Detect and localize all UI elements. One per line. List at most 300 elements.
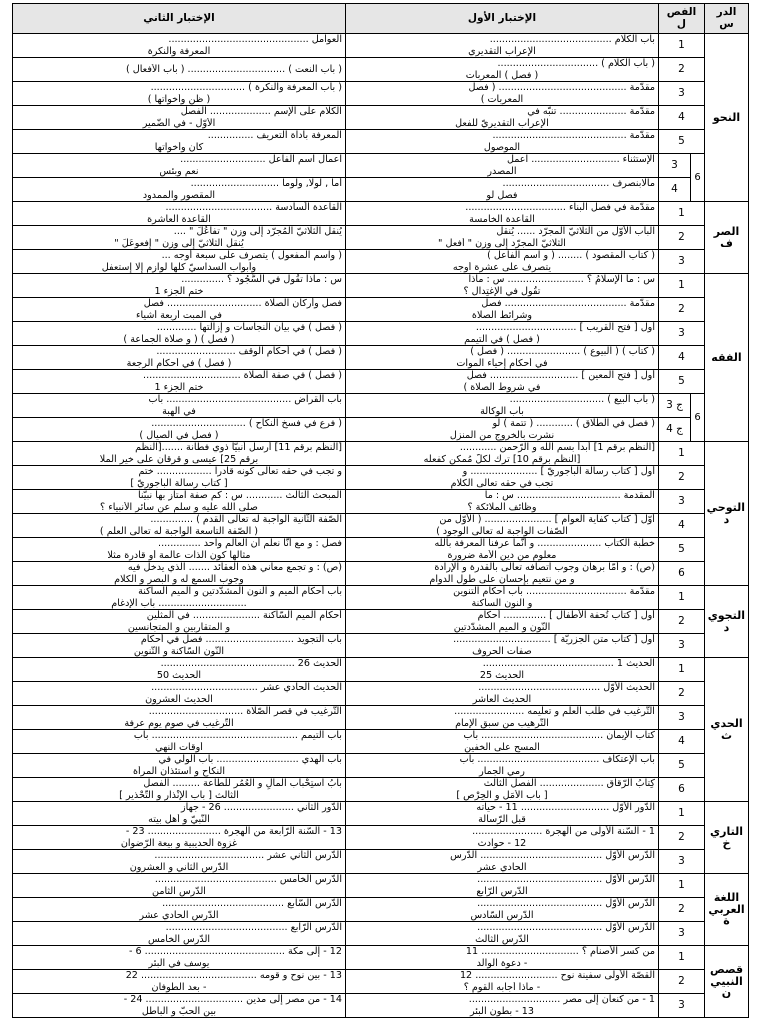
exam1-cell [345, 394, 658, 418]
table-row [12, 826, 748, 850]
range-start: أول [ كتاب متن الجزريّة ] ................................ [453, 634, 655, 645]
range-end: القاعدة الخامسة [469, 213, 535, 225]
range-start: مقدّمة .......................................... ( فصل [468, 82, 655, 93]
chapter-cell: 1 [658, 946, 704, 970]
exam2-cell [12, 850, 345, 874]
range-end: النّون السّاكنة و التّنوين [133, 645, 225, 657]
table-row [12, 178, 748, 202]
range-start: أول [ فتح المعين ] ............................. فصل [466, 370, 655, 381]
range-end: [ كتاب رسالة الباجوريّ ] [130, 477, 228, 489]
range-start: مقدّمة ...................... تنبّه في [527, 106, 655, 117]
range-end: أوقات النهي [155, 741, 203, 753]
range-start: الدّرس الخامس ........................................ [154, 874, 342, 885]
exam2-cell [12, 58, 345, 82]
range-start: الصّفة الثّانية الواجبة له تعالى القدم ) .............. [150, 514, 342, 525]
range-end: النّون و الميم المشدّدتين [453, 621, 551, 633]
exam1-cell [345, 490, 658, 514]
exam2-cell [12, 874, 345, 898]
range-start: الدّور الثاني ....................... 26 - جهاز [181, 802, 342, 813]
table-row [12, 298, 748, 322]
chapter-cell: 3 [658, 634, 704, 658]
exam1-cell [345, 514, 658, 538]
range-start: فصل وأركان الصلاة ............................... فصل [143, 298, 342, 309]
range-start: ( فصل ) في بيان النجاسات و إزالتها ............. [156, 322, 342, 333]
range-start: و تجب في حقه تعالى كونه قادرا .................. ختم [138, 466, 342, 477]
range-end: ............................. باب الإدغام [111, 597, 247, 609]
range-start: أول [ فتح القريب ] ................................. [475, 322, 655, 333]
chapter-cell: 2 [658, 226, 704, 250]
range-end: ختم الجزء 1 [154, 285, 204, 297]
exam1-cell [345, 802, 658, 826]
range-end: الدّرس الخامس [147, 933, 211, 945]
exam2-cell [12, 562, 345, 586]
subject-cell: التجوي د [705, 586, 749, 658]
chapter-cell: 6 [658, 778, 704, 802]
table-row [12, 706, 748, 730]
curriculum-sheet [13, 3, 749, 1018]
range-start: باب الهدي ........................... باب الولي في [158, 754, 342, 765]
chapter-cell: 1 [658, 874, 704, 898]
range-start: فصل : و مع أنّا نعلم أن العالم واحد .............. [158, 538, 342, 549]
exam2-cell [12, 274, 345, 298]
range-end: النكاح و استئذان المرأة [132, 765, 225, 777]
range-start: مقدّمة ................................. باب أحكام التنوين [453, 586, 655, 597]
chapter-cell: 5 [658, 754, 704, 778]
range-start: الدّرس الأوّل ......................................... [477, 922, 655, 933]
subject-header: الدر س [705, 4, 749, 34]
exam2-cell [12, 538, 345, 562]
table-row [12, 754, 748, 778]
chapter-group-cell: 6 [691, 154, 705, 202]
range-start: الدّرس الثاني عشر .................................... [154, 850, 342, 861]
table-row [12, 586, 748, 610]
exam1-cell [345, 154, 658, 178]
table-row [12, 202, 748, 226]
exam2-cell [12, 346, 345, 370]
range-end: في أحكام إحياء الموات [456, 357, 548, 369]
range-start: [النظم برقم 1] أبدأ بسم الله و الرّحمن ............ [459, 442, 655, 453]
exam1-cell [345, 34, 658, 58]
exam1-cell [345, 226, 658, 250]
exam2-cell [12, 682, 345, 706]
range-end: غزوة الحديبية و بيعة الرّضوان [120, 837, 238, 849]
table-row [12, 34, 748, 58]
exam2-cell [12, 370, 345, 394]
table-row [12, 154, 748, 178]
exam2-cell [12, 442, 345, 466]
chapter-cell: 2 [658, 970, 704, 994]
range-start: باب التيمم ................................................ باب [133, 730, 342, 741]
range-end: قبل الرّسالة [478, 813, 526, 825]
range-start: 1 - من كنعان إلى مصر .............................. [468, 994, 655, 1005]
range-end: و من نتعيم بإحسان على طول الدوام [429, 573, 575, 585]
table-row [12, 418, 748, 442]
range-start: س : ماذا تقُول في السُّجُود ؟ .............. [181, 274, 342, 285]
exam1-cell [345, 946, 658, 970]
table-row [12, 514, 748, 538]
exam2-cell [12, 922, 345, 946]
chapter-cell: 1 [658, 442, 704, 466]
range-end: التّرغيب في صوم يوم عرفة [124, 717, 234, 729]
range-end: الأوّل - في الضّمير [142, 117, 216, 129]
range-end: وظائف الملائكة ؟ [467, 501, 537, 513]
range-start: كِتابُ الرّقاق ..................... الفصل الثالث [483, 778, 655, 789]
chapter-cell: 2 [658, 826, 704, 850]
range-start: مقدّمة في فصل البناء ................................. [465, 202, 655, 213]
range-start: التّرغيب في قصر الصّلاة ............................... [148, 706, 342, 717]
range-start: الدّرس الأوّل ........................................ الدّرس [450, 850, 655, 861]
range-start: الحديث 26 ............................................ [160, 658, 342, 669]
table-row [12, 610, 748, 634]
exam2-cell [12, 730, 345, 754]
range-start: القاعدة الُسادسة ................................... [165, 202, 342, 213]
range-start: التّرغيب في طلب العلم و تعليمه ....................... [454, 706, 655, 717]
table-row [12, 874, 748, 898]
exam1-cell [345, 178, 658, 202]
exam1-cell [345, 106, 658, 130]
exam2-cell [12, 82, 345, 106]
exam2-cell [12, 706, 345, 730]
chapter-cell: 5 [658, 370, 704, 394]
range-start: باب الكلام ........................................ [489, 34, 655, 45]
chapter-cell: 4 [658, 346, 704, 370]
exam2-cell [12, 994, 345, 1018]
range-start: أول [ كتاب تُحفة الأطفال ] .............. أحكام [477, 610, 655, 621]
range-start: أول [ كتاب رسالة الباجوريّ ] ...................... و [462, 466, 655, 477]
table-row [12, 490, 748, 514]
table-row [12, 466, 748, 490]
range-end: ( الصّفة التاسعة الواجبة له تعالى العلم ) [99, 525, 259, 537]
table-row [12, 994, 748, 1018]
exam1-cell [345, 658, 658, 682]
range-start: الإستثناء ............................. اعمل [506, 154, 655, 165]
range-end: التّرهيب من سبق الإمام [455, 717, 549, 729]
range-end: الحديث 25 [479, 669, 525, 681]
range-end: الدّرس الثامن [152, 885, 206, 897]
exam1-cell [345, 826, 658, 850]
range-start: الحديث الحادي عشر ................................... [151, 682, 342, 693]
range-end: المصدر [487, 165, 517, 177]
range-end: المعربات ) [480, 93, 524, 105]
range-start: أوّل [ كتاب كفاية العوام ] ...................... ( الأوّل من [439, 514, 655, 525]
exam1-cell [345, 298, 658, 322]
range-end: رمي الجمار [479, 765, 525, 777]
range-start: الدّور الأوّل ............................. 11 - حياته [476, 802, 655, 813]
exam1-cell [345, 250, 658, 274]
exam2-cell [12, 514, 345, 538]
range-end: ( فصل في الصيال ) [139, 429, 219, 441]
chapter-cell: 3 [658, 706, 704, 730]
range-start: 13 - بين نوح و قومه ...................................... 22 [125, 970, 342, 981]
range-end: الحديث العاشر [472, 693, 532, 705]
chapter-cell: 1 [658, 34, 704, 58]
range-start: المقدمة .................................. س : ما [484, 490, 655, 501]
exam1-cell [345, 706, 658, 730]
range-end: الثلاثيّ المجرّد إلى وزن " أفعل " [438, 237, 566, 249]
range-end: [النظم برقم 10] ترك لكلّ مُمكن كفعله [423, 453, 581, 465]
subject-cell: النحو [705, 34, 749, 202]
chapter-cell: 3 [658, 82, 704, 106]
range-start: 13 - السّنة الرّابعة من الهجرة ........................ 23 - [125, 826, 342, 837]
chapter-part-cell: ج 4 [658, 418, 690, 442]
exam2-cell [12, 394, 345, 418]
chapter-cell: 2 [658, 682, 704, 706]
range-end: الإعراب التقديريّ للفعل [455, 117, 549, 129]
table-row [12, 346, 748, 370]
table-body [12, 34, 748, 1018]
range-start: يُنقل الثلاثيّ المُجرّد إلى وزن " تفاعُلَ " .... [173, 226, 342, 237]
range-end: و النون الساكنة [471, 597, 533, 609]
table-row [12, 442, 748, 466]
range-start: باب أحكام الميم و النون المشدّدتين و الميم الساكنة [138, 586, 342, 597]
range-end: الدّرس الرّابع [476, 885, 528, 897]
range-start: ( فصل في الطلاق ) ............ ( تتمة ) لو [492, 418, 655, 429]
range-start: [النظم برقم 11] أرسل أنبيّا ذوي فطانة .......[النظم [135, 442, 342, 453]
exam1-cell [345, 562, 658, 586]
range-start: الحديث 1 ........................................... [482, 658, 655, 669]
range-start: (ص) : و تجمع معاني هذه العقائد ....... الذي يدخل فيه [127, 562, 342, 573]
range-end: بين الحبّ و الباطل [141, 1005, 217, 1017]
exam1-cell [345, 586, 658, 610]
range-end: المقصور والممدود [142, 189, 216, 201]
range-end: - بعد الطّوفان [151, 981, 207, 993]
chapter-group-cell: 6 [691, 394, 705, 442]
table-row [12, 658, 748, 682]
exam2-cell [12, 298, 345, 322]
range-end: كان وأخواتها [154, 141, 204, 153]
range-start: الدّرس الأوّل ......................................... [477, 874, 655, 885]
chapter-cell: 4 [658, 514, 704, 538]
range-end: في شروط الصلاة ) [463, 381, 541, 393]
chapter-cell: 3 [658, 994, 704, 1018]
exam1-cell [345, 682, 658, 706]
range-start: ( كتاب ) ( البيوع ) ........................ ( فصل ) [470, 346, 655, 357]
range-start: باب القراض ......................................... باب [148, 394, 342, 405]
exam2-cell [12, 178, 345, 202]
exam2-cell [12, 610, 345, 634]
range-end: الدّرس السّادس [470, 909, 534, 921]
chapter-cell: 2 [658, 58, 704, 82]
range-start: خطبة الكتاب ..................... و أنّما عرفنا المعرفة بالله [434, 538, 655, 549]
range-start: كتاب الإيمان ........................................ باب [463, 730, 655, 741]
range-end: ( ظن وأخواتها ) [147, 93, 211, 105]
range-start: من كسر الأصنام ؟ ................................ 11 [465, 946, 655, 957]
chapter-cell: 2 [658, 898, 704, 922]
range-start: مالابنصرف ................................... [502, 178, 655, 189]
range-end: الدّرس الثاني و العشرون [129, 861, 229, 873]
range-end: القاعدة العاشرة [147, 213, 211, 225]
range-end: تجب في حقه تعالى الكلام [450, 477, 554, 489]
table-row [12, 634, 748, 658]
exam2-cell [12, 658, 345, 682]
exam2-cell [12, 802, 345, 826]
exam1-header: الإختبار الأول [345, 4, 658, 34]
range-start: الباب الأوّل من الثلاثيّ المجرّد ...... يُنقل [496, 226, 655, 237]
exam2-cell [12, 322, 345, 346]
table-row [12, 394, 748, 418]
exam2-cell [12, 754, 345, 778]
exam1-cell [345, 346, 658, 370]
range-end: فصل لو [486, 189, 518, 201]
range-end: باب الوكالة [480, 405, 524, 417]
exam1-cell [345, 970, 658, 994]
subject-cell: الفقه [705, 274, 749, 442]
range-end: وجوب السمع له و البصر و الكلام [114, 573, 244, 585]
exam1-cell [345, 130, 658, 154]
range-start: باب التجويد ............................. فصل في أحكام [140, 634, 342, 645]
range-start: ( باب المعرفة والنكرة ) ............................... [150, 82, 342, 93]
exam1-cell [345, 898, 658, 922]
range-end: - دعوة الوالد [476, 957, 528, 969]
chapter-cell: 1 [658, 802, 704, 826]
exam1-cell [345, 202, 658, 226]
range-end: ( فصل ) في أحكام الرجعة [126, 357, 232, 369]
range-end: [ باب الأمَل و الحِرْص ] [456, 789, 548, 801]
range-end: النّبيّ و أهل بيته [148, 813, 210, 825]
range-end: الحادي عشر [477, 861, 527, 873]
exam1-cell [345, 874, 658, 898]
range-start: ( باب الكلام ) ................................. [497, 58, 655, 69]
range-start: ( كتاب المقصود ) ........ ( و اسم الفاعل ) [487, 250, 655, 261]
curriculum-table [12, 3, 749, 1018]
range-end: ( فصل ) ( و صلاة الجماعة ) [123, 333, 235, 345]
range-end: معلوم من دين الأمة ضرورة [447, 549, 557, 561]
range-end: ( فصل ) المعربات [465, 69, 539, 81]
exam2-cell [12, 250, 345, 274]
exam2-cell [12, 490, 345, 514]
exam2-header: الإختبار الثاني [12, 4, 345, 34]
subject-cell: التاري خ [705, 802, 749, 874]
range-start: ( فصل ) في أحكام الوقف .......................... [156, 346, 342, 357]
table-row [12, 898, 748, 922]
table-row [12, 82, 748, 106]
chapter-cell: 2 [658, 610, 704, 634]
chapter-cell: 3 [658, 922, 704, 946]
exam2-cell [12, 202, 345, 226]
range-start: الكلام على الإسم .................... الفصل [180, 106, 342, 117]
exam2-cell [12, 34, 345, 58]
chapter-part-cell: ج 3 [658, 394, 690, 418]
range-end: نشرت بالخروج من المنزل [449, 429, 555, 441]
table-row [12, 538, 748, 562]
range-start: اعمال اسم الفاعل ............................ [180, 154, 342, 165]
table-row [12, 922, 748, 946]
range-end: وشرائط الصلاة [471, 309, 533, 321]
chapter-cell: 3 [658, 322, 704, 346]
range-start: مقدّمة ........................................ فصل [481, 298, 655, 309]
chapter-cell: 3 [658, 850, 704, 874]
exam2-cell [12, 466, 345, 490]
chapter-cell: 4 [658, 106, 704, 130]
table-row [12, 274, 748, 298]
range-start: ( فصل ) في صفة الصلاة ................................ [143, 370, 342, 381]
chapter-cell: 1 [658, 586, 704, 610]
range-end: المعرفة والنكرة [147, 45, 211, 57]
range-end: تقُول في الإغتِدال ؟ [463, 285, 541, 297]
chapter-cell: 6 [658, 562, 704, 586]
range-start: المعرفة بأداة التعريف ............... [207, 130, 342, 141]
exam2-cell [12, 106, 345, 130]
exam1-cell [345, 466, 658, 490]
exam1-cell [345, 610, 658, 634]
header-row [12, 4, 748, 34]
range-start: أحكام الميم السّاكنة ...................... في المثلين [146, 610, 342, 621]
range-start: 1 - السّنة الأولى من الهجرة ....................... [472, 826, 655, 837]
exam2-cell [12, 778, 345, 802]
table-row [12, 322, 748, 346]
range-end: الثالث [ باب الإنْذار و التّحْذير ] [119, 789, 239, 801]
range-end: ختم الجزء 1 [154, 381, 204, 393]
range-start: بابُ استِحْباب المالِ و العُمُر للطاعة ......... الفصل [143, 778, 342, 789]
range-end: يتصرف على عشرة أوجه [452, 261, 552, 273]
subject-cell: الصر ف [705, 202, 749, 274]
range-end: المسح على الخفين [464, 741, 540, 753]
table-row [12, 970, 748, 994]
range-end: الإعراب التقديري [468, 45, 536, 57]
range-start: الدّرس الأوّل ......................................... [477, 898, 655, 909]
exam2-cell [12, 418, 345, 442]
range-end: و المتقاربين و المتجانسين [127, 621, 231, 633]
chapter-cell: 1 [658, 658, 704, 682]
range-end: 12 - حوادث [477, 837, 527, 849]
range-end: صفات الحروف [472, 645, 532, 657]
range-start: العوامل .............................................. [168, 34, 342, 45]
table-row [12, 802, 748, 826]
range-end: 13 - بطون البئر [469, 1005, 534, 1017]
range-end: يوسف في البئر [148, 957, 210, 969]
range-start: (ص) : و أمّا برهان وجوب اتصافه تعالى بالقدرة و الإرادة [434, 562, 655, 573]
exam1-cell [345, 778, 658, 802]
range-start: الدّرس الرّابع ........................................ [165, 922, 342, 933]
chapter-cell: 2 [658, 298, 704, 322]
range-end: وأبواب السداسيّ كلها لوازم إلا إستعفل [101, 261, 257, 273]
exam1-cell [345, 850, 658, 874]
exam1-cell [345, 322, 658, 346]
exam1-cell [345, 538, 658, 562]
table-row [12, 58, 748, 82]
chapter-cell: 4 [658, 730, 704, 754]
table-row [12, 370, 748, 394]
exam1-cell [345, 994, 658, 1018]
table-row [12, 730, 748, 754]
chapter-cell: 5 [658, 130, 704, 154]
range-start: س : ما الإسلامُ ؟ ......................... س : ماذا [468, 274, 655, 285]
chapter-part-cell: 4 [658, 178, 690, 202]
range-start: الدّرس السّابع ........................................ [162, 898, 342, 909]
range-end: ( فصل ) في التيمم [464, 333, 540, 345]
chapter-part-cell: 3 [658, 154, 690, 178]
table-row [12, 778, 748, 802]
table-row [12, 562, 748, 586]
table-row [12, 946, 748, 970]
range-start: أما , لولا, ولوما ............................. [190, 178, 342, 189]
exam2-cell [12, 826, 345, 850]
exam1-cell [345, 58, 658, 82]
range-start: ( باب البيع ) ............................... [509, 394, 655, 405]
subject-cell: الحدي ث [705, 658, 749, 802]
range-start: 14 - من مصر إلى مدين ................................ 24 - [123, 994, 342, 1005]
exam2-cell [12, 946, 345, 970]
table-row [12, 130, 748, 154]
exam1-cell [345, 442, 658, 466]
chapter-cell: 3 [658, 490, 704, 514]
range-end: نعم وبئس [159, 165, 199, 177]
chapter-cell: 3 [658, 250, 704, 274]
range-end: الصّفات الواجبة له تعالى الوجود ) [436, 525, 568, 537]
exam2-cell [12, 634, 345, 658]
range-end: الدّرس الثالث [475, 933, 529, 945]
chapter-cell: 2 [658, 466, 704, 490]
